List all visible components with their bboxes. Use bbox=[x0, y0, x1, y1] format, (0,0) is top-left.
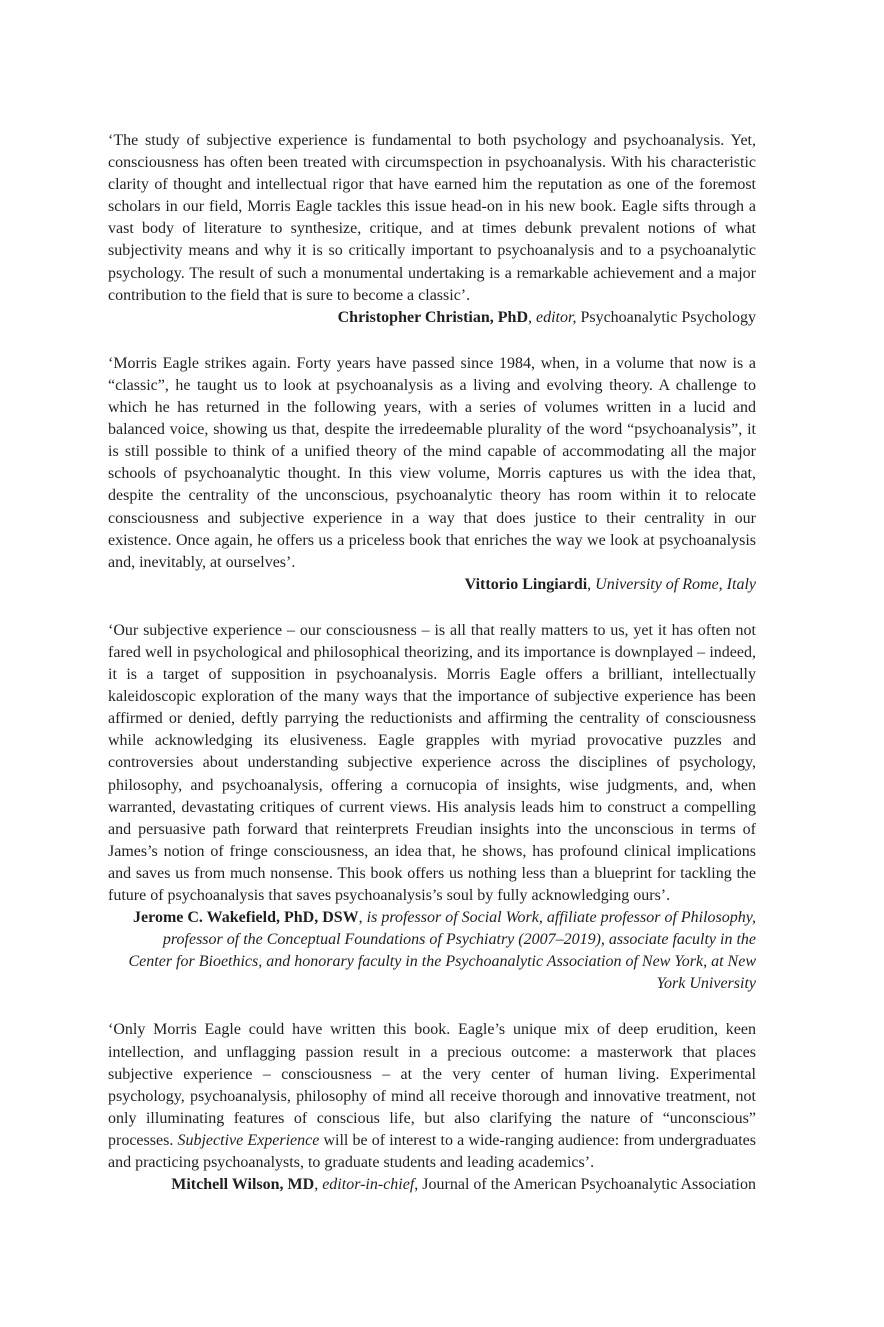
endorsement-attribution bbox=[108, 574, 756, 596]
endorsement-wakefield bbox=[108, 620, 756, 996]
endorser-role: editor-in-chief bbox=[322, 1176, 415, 1194]
endorsement-lingiardi bbox=[108, 353, 756, 596]
endorsement-wilson bbox=[108, 1019, 756, 1196]
endorser-name: Jerome C. Wakefield, PhD, DSW bbox=[133, 909, 359, 927]
endorser-name: Christopher Christian, PhD bbox=[337, 308, 528, 326]
endorsement-quote: ‘Our subjective experience – our consciousness – is all that really matters to us, yet it has often not fared well in psychological and philosophical theorizing, and its importance is downplayed – indeed, it is a target of supposition in psychoanalysis. Morris Eagle offers a brilliant, intellectually kaleidoscopic exploration of the many ways that the importance of subjective experience has been affirmed or denied, deftly parrying the reductionists and affirming the centrality of consciousness while acknowledging its elusiveness. Eagle grapples with myriad provocative puzzles and controversies about understanding subjective experience across the disciplines of psychology, philosophy, and psychoanalysis, offering a cornucopia of insights, wise judgments, and, when warranted, devastating critiques of current views. His analysis leads him to construct a compelling and persuasive path forward that reinterprets Freudian insights into the unconscious in terms of James’s notion of fringe consciousness, an idea that, he shows, has profound clinical implications and saves us from much nonsense. This book offers us nothing less than a blueprint for tackling the future of psychoanalysis that saves psychoanalysis’s soul by fully acknowledging ours’. bbox=[108, 621, 756, 904]
endorser-name: Mitchell Wilson, MD bbox=[171, 1176, 315, 1194]
endorser-name: Vittorio Lingiardi bbox=[464, 575, 588, 593]
endorser-affiliation: , Journal of the American Psychoanalytic Association bbox=[414, 1176, 756, 1194]
endorsement-attribution bbox=[108, 907, 756, 995]
quote-text: will be of interest to a wide-ranging audience: from undergraduates and practicing psychoanalysts, to graduate students and leading academics’. bbox=[108, 1131, 756, 1172]
separator: , bbox=[587, 575, 596, 593]
endorsement-quote bbox=[108, 1019, 756, 1174]
endorser-role: is professor of Social Work, affiliate professor of Philosophy, professor of the Conceptual Foundations of Psychiatry (2007–2019), associate faculty in the Center for Bioethics, and honorary faculty in the Psychoanalytic Association of New York, at New York University bbox=[128, 909, 756, 993]
endorser-role: editor, bbox=[536, 308, 577, 326]
quote-text: ‘Only Morris Eagle could have written this book. Eagle’s unique mix of deep erudition, keen intellection, and unflagging passion result in a precious outcome: a masterwork that places subjective experience – consciousness – at the very center of human living. Experimental psychology, psychoanalysis, philosophy of mind all receive thorough and innovative treatment, not only illuminating features of conscious life, but also clarifying the nature of “unconscious” processes. bbox=[108, 1021, 756, 1149]
separator: , bbox=[358, 909, 367, 927]
endorsement-attribution bbox=[108, 1174, 756, 1196]
separator: , bbox=[314, 1176, 323, 1194]
endorsement-quote: ‘The study of subjective experience is fundamental to both psychology and psychoanalysis. Yet, consciousness has often been treated with circumspection in psychoanalysis. With his characteristic clarity of thought and intellectual rigor that have earned him the reputation as one of the foremost scholars in our field, Morris Eagle tackles this issue head-on in his new book. Eagle sifts through a vast body of literature to synthesize, critique, and at times debunk prevalent notions of what subjectivity means and why it is so critically important to psychoanalysis and to a psychoanalytic psychology. The result of such a monumental undertaking is a remarkable achievement and a major contribution to the field that is sure to become a classic’. bbox=[108, 132, 756, 304]
endorser-affiliation: Psychoanalytic Psychology bbox=[576, 308, 756, 326]
endorsement-christian bbox=[108, 130, 756, 329]
endorsement-quote: ‘Morris Eagle strikes again. Forty years have passed since 1984, when, in a volume that now is a “classic”, he taught us to look at psychoanalysis as a living and evolving theory. A challenge to which he has returned in the following years, with a series of volumes written in a lucid and balanced voice, showing us that, despite the irredeemable plurality of the word “psychoanalysis”, it is still possible to think of a unified theory of the mind capable of accommodating all the major schools of psychoanalytic thought. In this view volume, Morris captures us with the idea that, despite the centrality of the unconscious, psychoanalytic theory has room within it to relocate consciousness and subjective experience in a way that does justice to their centrality in our existence. Once again, he offers us a priceless book that enriches the way we look at psychoanalysis and, inevitably, at ourselves’. bbox=[108, 354, 756, 571]
endorser-role: University of Rome, Italy bbox=[595, 575, 756, 593]
endorsement-attribution bbox=[108, 307, 756, 329]
endorsements-page bbox=[108, 130, 756, 1220]
book-title: Subjective Experience bbox=[177, 1131, 320, 1149]
separator: , bbox=[528, 308, 536, 326]
